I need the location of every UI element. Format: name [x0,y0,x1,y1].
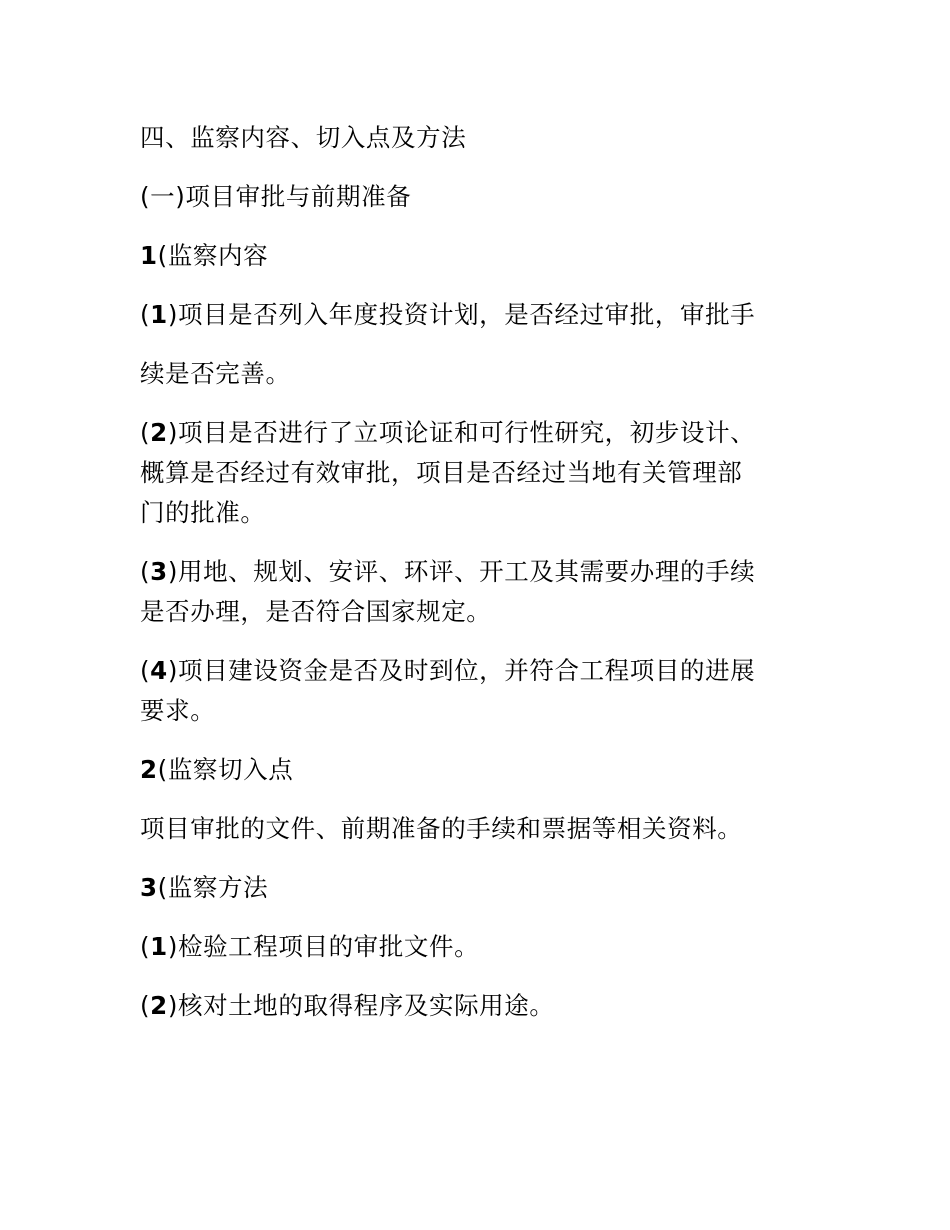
item-text: )用地、规划、安评、环评、开工及其需要办理的手续 [167,557,756,586]
item-text: 是否办理，是否符合国家规定。 [140,597,492,626]
part-heading-2 [140,750,820,790]
part-heading-1 [140,236,820,276]
subsection-title-text: (一)项目审批与前期准备 [140,182,412,211]
item-text: 要求。 [140,696,216,725]
item-text: 门的批准。 [140,498,266,527]
paren-open: ( [140,932,151,961]
item-text: )项目建设资金是否及时到位，并符合工程项目的进展 [167,656,756,685]
paren-open: ( [140,991,151,1020]
paragraph [140,809,820,849]
item-text: )项目是否进行了立项论证和可行性研究，初步设计、 [167,418,756,447]
list-item-line [140,354,820,394]
section-title-text: 四、监察内容、切入点及方法 [140,123,467,152]
paren-open: ( [140,418,151,447]
item-text: 概算是否经过有效审批，项目是否经过当地有关管理部 [140,458,743,487]
list-item-line [140,651,820,691]
part-label: (监察方法 [157,873,269,902]
document-body [140,118,820,1026]
item-text: 续是否完善。 [140,359,291,388]
paragraph-text: 项目审批的文件、前期准备的手续和票据等相关资料。 [140,814,743,843]
item-number: 3 [150,557,168,586]
item-text: )核对土地的取得程序及实际用途。 [167,991,555,1020]
item-text: )项目是否列入年度投资计划，是否经过审批，审批手 [167,300,756,329]
list-item-1-3 [140,552,820,632]
part-number: 3 [140,873,158,902]
paren-open: ( [140,557,151,586]
part-label: (监察内容 [157,241,269,270]
subsection-title [140,177,820,217]
paren-open: ( [140,300,151,329]
list-item-line [140,493,820,533]
part-number: 1 [140,241,158,270]
item-number: 2 [150,418,168,447]
list-item-3-2 [140,986,820,1026]
part-number: 2 [140,755,158,784]
item-number: 1 [150,300,168,329]
item-number: 2 [150,991,168,1020]
list-item-3-1 [140,927,820,967]
list-item-line [140,413,820,453]
section-title [140,118,820,158]
list-item-line [140,691,820,731]
item-number: 1 [150,932,168,961]
list-item-1-2 [140,413,820,533]
part-label: (监察切入点 [157,755,294,784]
part-heading-3 [140,868,820,908]
paren-open: ( [140,656,151,685]
item-number: 4 [150,656,168,685]
list-item-line [140,453,820,493]
list-item-line [140,592,820,632]
list-item-1-4 [140,651,820,731]
item-text: )检验工程项目的审批文件。 [167,932,480,961]
list-item-line [140,295,820,335]
list-item-line [140,552,820,592]
list-item-1-1 [140,295,820,394]
